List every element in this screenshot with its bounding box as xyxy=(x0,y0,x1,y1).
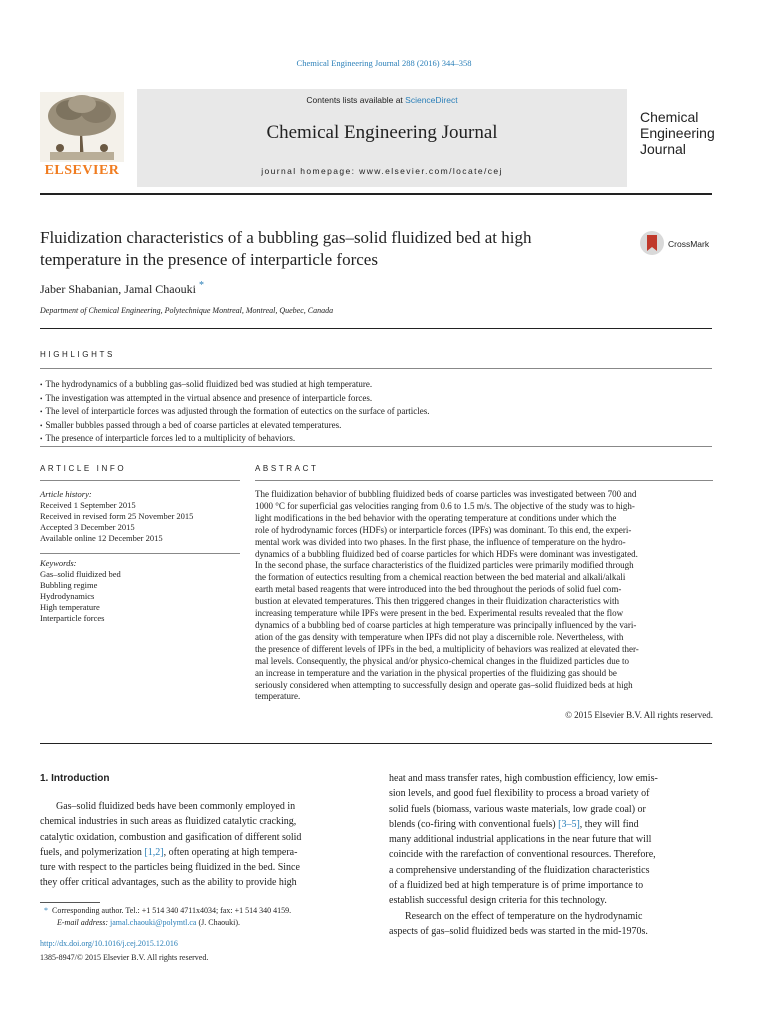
history-item: Received 1 September 2015 xyxy=(40,500,136,510)
crossmark-icon xyxy=(639,229,665,257)
crossmark-badge[interactable] xyxy=(639,229,729,257)
cej-logo-line: Engineering xyxy=(640,125,715,141)
affiliation: Department of Chemical Engineering, Polytechnique Montreal, Montreal, Quebec, Canada xyxy=(40,306,334,315)
intro-text: blends (co-firing with conventional fuels) xyxy=(389,818,559,830)
title-line: Fluidization characteristics of a bubbling gas–solid fluidized bed at high xyxy=(40,228,532,247)
keyword-item: Gas–solid fluidized bed xyxy=(40,569,121,579)
homepage-url[interactable]: www.elsevier.com/locate/cej xyxy=(359,166,503,176)
abstract-line: earth metal based reagents that were introduced into the bed throughout the periods of solid fuel com- xyxy=(255,584,622,595)
abstract-line: ation of the gas density with temperature when IPFs did not play a discernible role. Nevertheless, with xyxy=(255,631,624,642)
contents-line xyxy=(137,95,627,105)
author-names: Jaber Shabanian, Jamal Chaouki xyxy=(40,282,196,296)
intro-line xyxy=(389,817,713,832)
footnote xyxy=(40,905,380,929)
citation-ref[interactable]: [3–5] xyxy=(558,818,580,830)
authors xyxy=(40,280,204,297)
intro-line: they offer critical advantages, such as the ability to provide high xyxy=(40,877,297,889)
contents-prefix: Contents lists available at xyxy=(306,95,406,105)
keywords xyxy=(40,558,240,624)
abstract-line: mental work was divided into two phases. In the first phase, the influence of temperature on the hydro- xyxy=(255,536,626,547)
citation-ref[interactable]: [1,2] xyxy=(144,846,164,858)
corresponding-text: Corresponding author. Tel.: +1 514 340 4711x4034; fax: +1 514 340 4159. xyxy=(52,906,292,915)
intro-line: Research on the effect of temperature on the hydrodynamic xyxy=(405,910,643,922)
keywords-rule xyxy=(40,553,240,554)
journal-citation-link[interactable]: Chemical Engineering Journal 288 (2016) 344–358 xyxy=(296,58,472,68)
highlights-rule xyxy=(40,368,712,369)
intro-line: solid fuels (biomass, various waste materials, low grade coal) or xyxy=(389,803,646,815)
intro-line: catalytic oxidation, combustion and gasification of different solid xyxy=(40,831,302,843)
highlight-item: • Smaller bubbles passed through a bed of coarse particles at elevated temperatures. xyxy=(40,419,730,433)
title-line: temperature in the presence of interparticle forces xyxy=(40,250,378,269)
intro-left-column xyxy=(40,799,364,891)
abstract-line: role of hydrodynamic forces (HDFs) or interparticle forces (IPFs) was dominant. To this end, the experi- xyxy=(255,524,632,535)
intro-line xyxy=(40,845,364,860)
intro-line: chemical industries in such areas as fluidized catalytic cracking, xyxy=(40,816,297,828)
abstract-line: mal levels. Consequently, the physical and/or physico-chemical changes in the fluidized particles due to xyxy=(255,655,630,666)
introduction-heading: 1. Introduction xyxy=(40,773,110,784)
corresponding-author-mark[interactable]: * xyxy=(198,280,204,291)
elsevier-wordmark: ELSEVIER xyxy=(44,163,120,178)
abstract-bottom-rule xyxy=(40,743,712,744)
abstract-line: bustion at elevated temperatures. This then triggered changes in their fluidization characteristics with xyxy=(255,596,619,607)
abstract-line: In the second phase, the surface characteristics of the fluidized particles were primarily modified through xyxy=(255,560,634,571)
highlight-item: • The investigation was attempted in the virtual absence and presence of interparticle forces. xyxy=(40,392,730,406)
intro-line: ture with respect to the particles being fluidized in the bed. Since xyxy=(40,862,300,874)
history-item: Received in revised form 25 November 2015 xyxy=(40,511,194,521)
abstract-line: seriously considered when attempting to successfully design and operate gas–solid fluidized beds at high xyxy=(255,679,633,690)
journal-homepage xyxy=(137,166,627,176)
abstract-line: dynamics of a bubbling fluidized bed of coarse particles for which HDFs were dominant was investigated. xyxy=(255,548,638,559)
intro-text: , often operating at high tempera- xyxy=(163,846,298,858)
header-rule xyxy=(40,193,712,195)
keywords-label: Keywords: xyxy=(40,558,77,568)
abstract-line: the formation of eutectics resulting from a chemical reaction between the bed material and alkali/alkali xyxy=(255,572,626,583)
abstract-line: temperature. xyxy=(255,691,301,702)
history-item: Accepted 3 December 2015 xyxy=(40,522,135,532)
cej-logo xyxy=(640,109,715,157)
email-suffix: (J. Chaouki). xyxy=(196,918,241,927)
history-item: Available online 12 December 2015 xyxy=(40,533,163,543)
footnote-rule xyxy=(40,902,100,903)
highlight-item: • The level of interparticle forces was adjusted through the formation of eutectics on the surface of particles. xyxy=(40,405,730,419)
abstract-line: The fluidization behavior of bubbling fluidized beds of coarse particles was investigated between 700 and xyxy=(255,489,637,499)
abstract-line: 1000 °C for superficial gas velocities ranging from 0.6 to 1.5 m/s. The objective of the study was to high- xyxy=(255,500,635,511)
section-rule xyxy=(40,328,712,329)
highlight-item: • The presence of interparticle forces led to a multiplicity of behaviors. xyxy=(40,432,730,446)
intro-line: of a fluidized bed at high temperature is of prime importance to xyxy=(389,880,644,892)
intro-text: , they will find xyxy=(579,818,639,830)
intro-line: coincide with the rarefaction of conventional resources. Therefore, xyxy=(389,849,656,861)
intro-line: establish successful design criteria for this technology. xyxy=(389,895,607,907)
intro-line: Gas–solid fluidized beds have been commonly employed in xyxy=(56,801,296,812)
article-info-heading: ARTICLE INFO xyxy=(40,464,127,473)
email-label: E-mail address: xyxy=(57,918,111,927)
highlights-heading: HIGHLIGHTS xyxy=(40,350,115,359)
keyword-item: Bubbling regime xyxy=(40,580,98,590)
history-label: Article history: xyxy=(40,489,92,499)
abstract-text xyxy=(255,489,715,703)
footnote-corresponding xyxy=(40,905,380,917)
keyword-item: Hydrodynamics xyxy=(40,591,95,601)
abstract-line: increasing temperature while IPFs were present in the bed. Experimental results revealed that the flow xyxy=(255,608,624,619)
journal-name: Chemical Engineering Journal xyxy=(266,122,498,143)
intro-line: aspects of gas–solid fluidized beds was started in the mid-1970s. xyxy=(389,925,648,937)
abstract-heading: ABSTRACT xyxy=(255,464,319,473)
footnote-email xyxy=(40,917,380,929)
abstract-line: light modifications in the bed behavior with the operating temperature at conditions under which the xyxy=(255,512,617,523)
abstract-line: dynamics of a bubbling bed of coarse particles at high temperature was principally influenced by the vari- xyxy=(255,619,637,630)
intro-line: sion levels, and good fuel flexibility to process a broad variety of xyxy=(389,788,650,800)
intro-line: many additional industrial applications in the near future that will xyxy=(389,834,652,846)
issn-copyright: 1385-8947/© 2015 Elsevier B.V. All rights reserved. xyxy=(40,953,209,962)
abstract-rule xyxy=(255,480,713,481)
footnote-star: * xyxy=(44,906,48,915)
sciencedirect-link[interactable]: ScienceDirect xyxy=(405,95,458,105)
article-info-rule xyxy=(40,480,240,481)
homepage-prefix: journal homepage: xyxy=(261,166,360,176)
highlights-list xyxy=(40,378,730,446)
article-title xyxy=(40,227,630,271)
highlights-bottom-rule xyxy=(40,446,712,447)
journal-banner xyxy=(137,89,627,187)
cej-logo-line: Journal xyxy=(640,141,686,157)
cej-logo-line: Chemical xyxy=(640,109,699,125)
email-link[interactable]: jamal.chaouki@polymtl.ca xyxy=(110,918,197,927)
abstract-line: the presence of different levels of IPFs in the bed, a multiplicity of behaviors was realized at elevated ther- xyxy=(255,643,639,654)
intro-text: fuels, and polymerization xyxy=(40,846,145,858)
keyword-item: High temperature xyxy=(40,602,100,612)
highlight-item: • The hydrodynamics of a bubbling gas–solid fluidized bed was studied at high temperature. xyxy=(40,378,730,392)
article-history xyxy=(40,489,240,544)
intro-line: a comprehensive understanding of the fluidization characteristics xyxy=(389,864,650,876)
crossmark-label: CrossMark xyxy=(668,239,710,249)
intro-line: heat and mass transfer rates, high combustion efficiency, low emis- xyxy=(389,773,658,784)
keyword-item: Interparticle forces xyxy=(40,613,105,623)
doi-link[interactable]: http://dx.doi.org/10.1016/j.cej.2015.12.016 xyxy=(40,939,178,948)
abstract-line: an increase in temperature and the variation in the physical properties of the fluidizing gas should be xyxy=(255,667,617,678)
intro-right-column xyxy=(389,771,713,939)
abstract-copyright: © 2015 Elsevier B.V. All rights reserved. xyxy=(565,710,713,720)
